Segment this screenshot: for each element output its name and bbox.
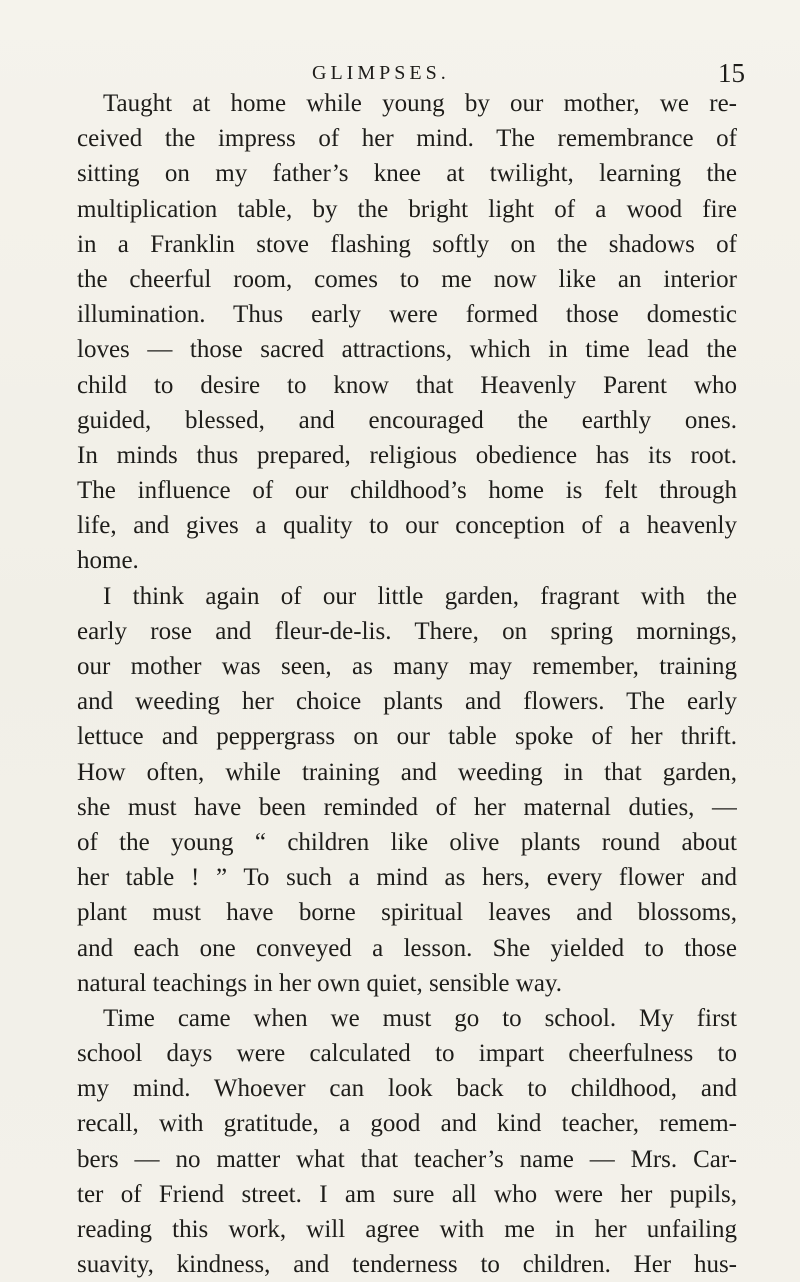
text-line: and each one conveyed a lesson. She yielded to those — [77, 934, 737, 962]
text-line: guided, blessed, and encouraged the earthly ones. — [77, 406, 737, 434]
text-line: our mother was seen, as many may remember, training — [77, 653, 737, 680]
text-line: child to desire to know that Heavenly Parent who — [77, 371, 737, 399]
text-line: natural teachings in her own quiet, sensible way. — [77, 969, 563, 997]
text-line: my mind. Whoever can look back to childhood, and — [77, 1075, 737, 1103]
text-line: school days were calculated to impart cheerfulness to — [77, 1040, 737, 1068]
text-line: lettuce and peppergrass on our table spoke of her thrift. — [77, 723, 737, 751]
text-line: I think again of our little garden, fragrant with the — [103, 582, 737, 610]
text-line: bers — no matter what that teacher’s name — Mrs. Car- — [77, 1145, 737, 1173]
text-line: Time came when we must go to school. My first — [103, 1004, 737, 1032]
text-line: plant must have borne spiritual leaves and blossoms, — [77, 899, 737, 927]
header-title: GLIMPSES. — [312, 62, 450, 84]
text-line: she must have been reminded of her maternal duties, — — [77, 793, 737, 821]
text-line: How often, while training and weeding in that garden, — [77, 758, 737, 786]
text-line: Taught at home while young by our mother, we re- — [103, 90, 737, 117]
text-line: In minds thus prepared, religious obedience has its root. — [77, 441, 737, 469]
body-text — [77, 86, 737, 1282]
text-line: suavity, kindness, and tenderness to children. Her hus- — [77, 1251, 737, 1279]
text-line: the cheerful room, comes to me now like an interior — [77, 265, 737, 293]
text-line: and weeding her choice plants and flowers. The early — [77, 688, 737, 716]
text-line: illumination. Thus early were formed those domestic — [77, 301, 737, 329]
text-line: The influence of our childhood’s home is felt through — [77, 477, 737, 505]
text-line: of the young “ children like olive plants round about — [77, 828, 737, 856]
page-number: 15 — [718, 58, 745, 88]
text-line: sitting on my father’s knee at twilight, learning the — [77, 160, 737, 188]
text-line: in a Franklin stove flashing softly on the shadows of — [77, 230, 737, 258]
text-line: loves — those sacred attractions, which in time lead the — [77, 336, 737, 364]
text-line: reading this work, will agree with me in her unfailing — [77, 1216, 737, 1243]
text-line: ter of Friend street. I am sure all who were her pupils, — [77, 1180, 737, 1208]
text-line: ceived the impress of her mind. The remembrance of — [77, 125, 737, 153]
text-line: multiplication table, by the bright light of a wood fire — [77, 195, 737, 223]
text-line: life, and gives a quality to our conception of a heavenly — [77, 512, 737, 540]
text-line: her table ! ” To such a mind as hers, every flower and — [77, 864, 737, 892]
text-line: home. — [77, 547, 139, 575]
text-line: early rose and fleur-de-lis. There, on spring mornings, — [77, 617, 737, 645]
text-line: recall, with gratitude, a good and kind teacher, remem- — [77, 1110, 737, 1138]
